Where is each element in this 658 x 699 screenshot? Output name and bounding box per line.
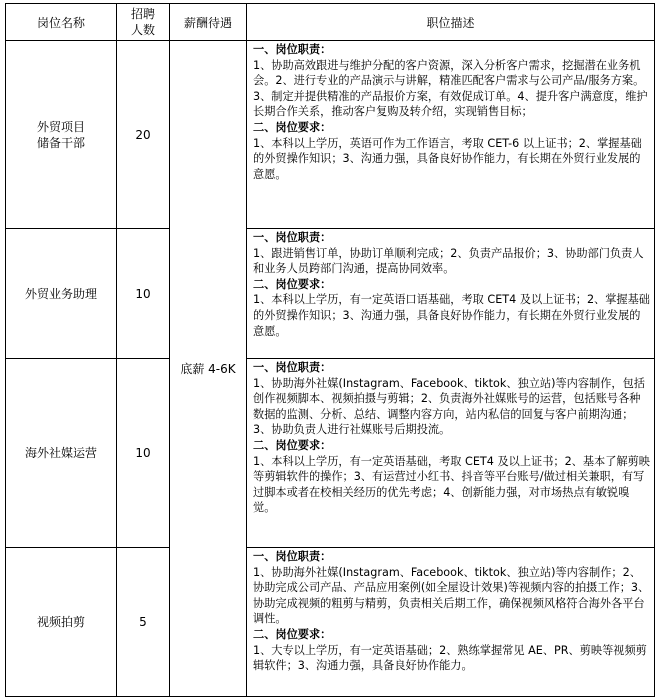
requirements-text: 1、大专以上学历，有一定英语基础；2、熟练掌握常见 AE、PR、剪映等视频剪辑软件；3、沟通力强，具备良好协作能力。 xyxy=(253,643,647,673)
duties-heading: 一、岗位职责： xyxy=(253,550,332,563)
job-count: 20 xyxy=(117,41,170,229)
job-title: 海外社媒运营 xyxy=(6,359,117,548)
job-description xyxy=(247,359,655,548)
duties-text: 1、协助海外社媒(Instagram、Facebook、tiktok、独立站)等内容制作；2、协助完成公司产品、产品应用案例(如全屋设计效果)等视频内容的拍摄工作；3、协助完成视频的粗剪与精剪，负责相关后期工作，确保视频风格符合海外各平台调性。 xyxy=(253,565,650,626)
table-row xyxy=(6,41,655,229)
job-title: 外贸项目 储备干部 xyxy=(6,41,117,229)
job-count: 5 xyxy=(117,548,170,697)
job-title: 视频拍剪 xyxy=(6,548,117,697)
salary-cell: 底薪 4-6K xyxy=(170,41,247,697)
job-count: 10 xyxy=(117,359,170,548)
header-row xyxy=(6,4,655,41)
requirements-text: 1、本科以上学历，有一定英语口语基础，考取 CET4 及以上证书；2、掌握基础的外贸操作知识；3、沟通力强，具备良好协作能力，有长期在外贸行业发展的意愿。 xyxy=(253,293,650,338)
job-table xyxy=(5,3,655,697)
duties-heading: 一、岗位职责： xyxy=(253,361,332,374)
header-salary: 薪酬待遇 xyxy=(170,4,247,41)
requirements-text: 1、本科以上学历，英语可作为工作语言，考取 CET-6 以上证书；2、掌握基础的外贸操作知识；3、沟通力强，具备良好协作能力，有长期在外贸行业发展的意愿。 xyxy=(253,136,642,181)
header-position: 岗位名称 xyxy=(6,4,117,41)
job-title: 外贸业务助理 xyxy=(6,229,117,359)
requirements-heading: 二、岗位要求： xyxy=(253,277,332,291)
requirements-heading: 二、岗位要求： xyxy=(253,627,332,641)
duties-text: 1、协助高效跟进与维护分配的客户资源，深入分析客户需求，挖掘潜在业务机会。2、进行专业的产品演示与讲解，精准匹配客户需求与公司产品/服务方案。3、制定并提供精准的产品报价方案，有效促成订单。4、提升客户满意度，维护长期合作关系，推动客户复购及转介绍，实现销售目标； xyxy=(253,58,648,119)
duties-text: 1、协助海外社媒(Instagram、Facebook、tiktok、独立站)等内容制作，包括创作视频脚本、视频拍摄与剪辑；2、负责海外社媒账号的运营，包括账号各种数据的监测、分析、总结、调整内容方向，站内私信的回复与客户前期沟通；3、协助负责人进行社媒账号后期投流。 xyxy=(253,376,645,437)
requirements-text: 1、本科以上学历，有一定英语基础，考取 CET4 及以上证书；2、基本了解剪映等剪辑软件的操作；3、有运营过小红书、抖音等平台账号/做过相关兼职，有写过脚本或者在校相关经历的优先考虑；4、创新能力强，对市场热点有敏锐嗅觉。 xyxy=(253,454,650,515)
table-row xyxy=(6,359,655,548)
duties-heading: 一、岗位职责： xyxy=(253,231,332,244)
requirements-heading: 二、岗位要求： xyxy=(253,438,332,452)
job-description xyxy=(247,41,655,229)
duties-text: 1、跟进销售订单，协助订单顺利完成；2、负责产品报价；3、协助部门负责人和业务人员跨部门沟通，提高协同效率。 xyxy=(253,246,644,276)
table-row xyxy=(6,229,655,359)
job-description xyxy=(247,229,655,359)
job-count: 10 xyxy=(117,229,170,359)
header-count: 招聘 人数 xyxy=(117,4,170,41)
header-description: 职位描述 xyxy=(247,4,655,41)
job-description xyxy=(247,548,655,697)
requirements-heading: 二、岗位要求： xyxy=(253,120,332,134)
duties-heading: 一、岗位职责： xyxy=(253,43,332,56)
table-row xyxy=(6,548,655,697)
